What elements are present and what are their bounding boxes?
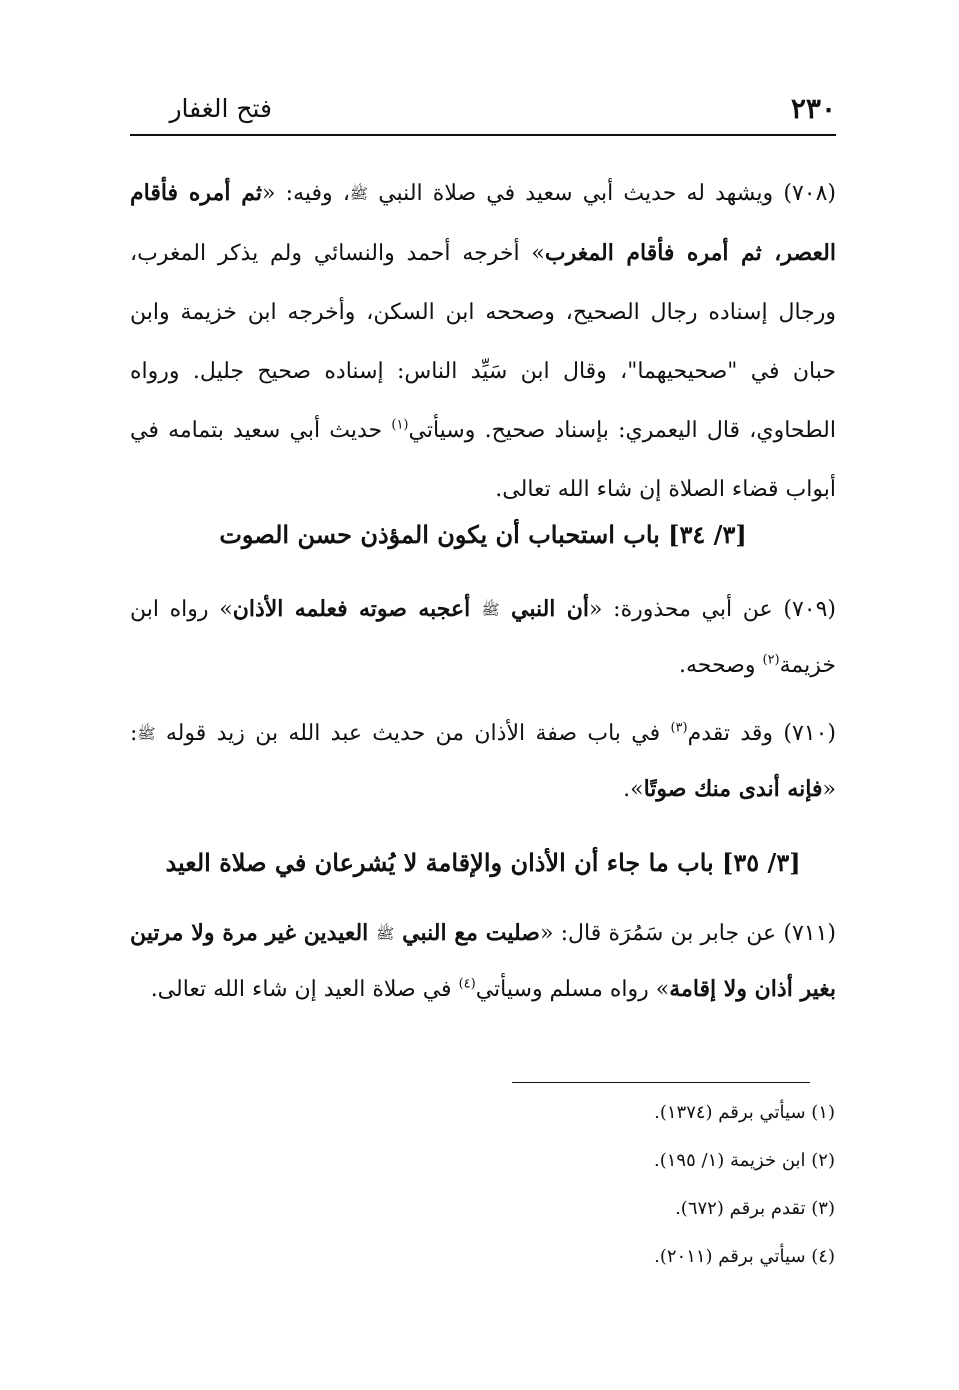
footnote-ref-2: (٢) [762, 652, 780, 668]
paragraph-711: (٧١١) عن جابر بن سَمُرَة قال: «صليت مع النبي ﷺ العيدين غير مرة ولا مرتين بغير أذان ولا إقامة» رواه مسلم وسيأتي$^{(٤)}$ في صلاة العيد إن شاء الله تعالى. [130, 920, 836, 1002]
footnote-ref-1: (١) [391, 417, 409, 433]
running-title: فتح الغفار [169, 94, 272, 123]
salawat-glyph: ﷺ [349, 184, 369, 203]
hadith-quote: ثم أمره فأقام العصر، ثم أمره فأقام المغرب [130, 180, 836, 266]
footnote-ref-4: (٤) [458, 976, 476, 992]
paragraph-709: (٧٠٩) عن أبي محذورة: «أن النبي ﷺ أعجبه صوته فعلمه الأذان» رواه ابن خزيمة$^{(٢)}$ وصححه. [130, 596, 836, 678]
salawat-glyph: ﷺ [376, 924, 395, 943]
paragraph-710: (٧١٠) وقد تقدم$^{(٣)}$ في باب صفة الأذان من حديث عبد الله بن زيد قوله ﷺ: «فإنه أندى منك صوتًا». [130, 720, 837, 802]
footnote-ref-3: (٣) [670, 720, 688, 736]
chapter-heading-35: [٣/ ٣٥] باب ما جاء أن الأذان والإقامة لا يُشرعان في صلاة العيد [165, 848, 801, 877]
paragraph-708: (٧٠٨) ويشهد له حديث أبي سعيد في صلاة النبي ﷺ، وفيه: «ثم أمره فأقام العصر، ثم أمره فأقام المغرب» أخرجه أحمد والنسائي ولم يذكر المغرب، ورجال إسناده رجال الصحيح، وصححه ابن السكن، وأخرجه ابن خزيمة وابن حبان في "صحيحيهما"، وقال ابن سَيِّد الناس: إسناده صحيح جليل. ورواه الطحاوي، قال اليعمري: بإسناد صحيح. وسيأتي$^{(١)}$ حديث أبي سعيد بتمامه في أبواب قضاء الصلاة إن شاء الله تعالى. [130, 180, 836, 502]
footnote-2: (٢) ابن خزيمة (١/ ١٩٥). [654, 1150, 835, 1171]
salawat-glyph: ﷺ [137, 724, 156, 743]
footnote-1: (١) سيأتي برقم (١٣٧٤). [654, 1102, 835, 1123]
footnote-separator [512, 1082, 810, 1083]
chapter-heading-34: [٣/ ٣٤] باب استحباب أن يكون المؤذن حسن الصوت [219, 520, 747, 549]
footnote-3: (٣) تقدم برقم (٦٧٢). [675, 1198, 835, 1219]
footnote-4: (٤) سيأتي برقم (٢٠١١). [654, 1246, 835, 1267]
page-number: ٢٣٠ [790, 92, 836, 125]
salawat-glyph: ﷺ [481, 600, 500, 619]
page-header [130, 88, 836, 136]
